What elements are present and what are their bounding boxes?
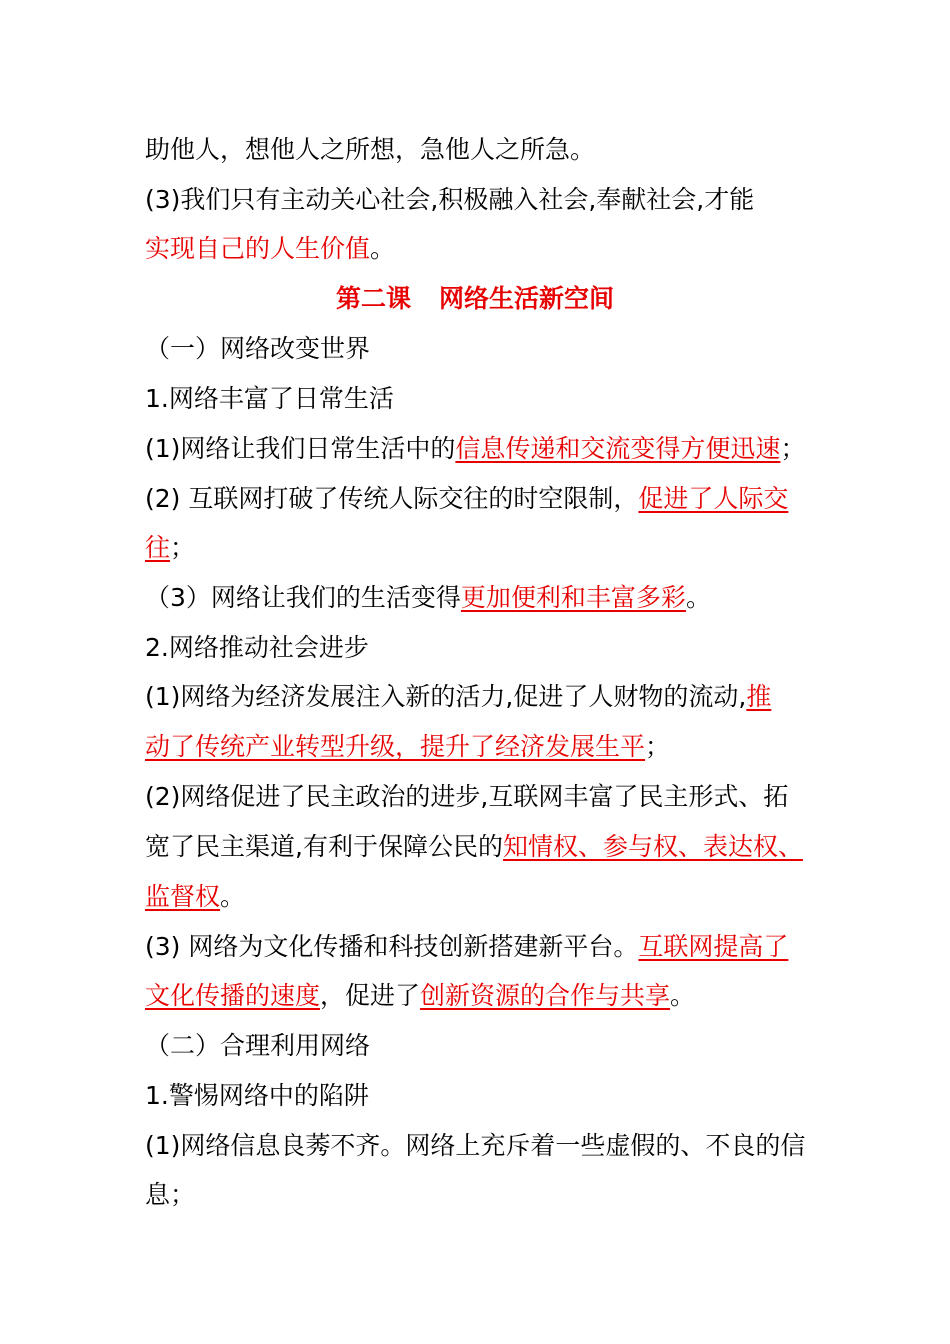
body-text: 。 [685,583,711,612]
body-text: 助他人，想他人之所想，急他人之所急。 [145,135,596,164]
paragraph-line [145,232,395,266]
body-text: （一）网络改变世界 [145,334,371,363]
paragraph-line [145,830,803,864]
lesson-number: 第二课 [335,284,411,313]
body-text: (3)我们只有主动关心社会,积极融入社会,奉献社会,才能 [145,185,755,214]
body-text: ； [645,732,671,761]
body-text: （3）网络让我们的生活变得 [145,583,461,612]
highlight-text: 动了传统产业转型升级，提升了经济发展生平 [145,732,646,761]
paragraph-line [145,581,711,615]
body-text: (2) 互联网打破了传统人际交往的时空限制， [145,484,639,513]
body-text: 。 [670,981,696,1010]
lesson-name: 网络生活新空间 [439,284,615,313]
body-text: ； [780,434,806,463]
paragraph-line [145,1178,195,1212]
paragraph-line [145,979,695,1013]
paragraph-line [145,183,754,217]
body-text: 。 [220,882,246,911]
subsection-heading [145,631,369,665]
subsection-heading [145,1079,369,1113]
body-text: 2.网络推动社会进步 [145,633,369,662]
subsection-heading [145,382,394,416]
body-text: (1)网络为经济发展注入新的活力,促进了人财物的流动, [145,682,747,711]
highlight-text: 实现自己的人生价值 [145,234,371,263]
body-text: （二）合理利用网络 [145,1031,371,1060]
highlight-text: 文化传播的速度 [145,981,321,1010]
body-text: ； [170,533,196,562]
body-text: ，促进了 [320,981,421,1010]
paragraph-line [145,1129,805,1163]
highlight-text: 创新资源的合作与共享 [420,981,671,1010]
body-text: 息； [145,1180,196,1209]
paragraph-line [145,880,245,914]
paragraph-line [145,432,805,466]
highlight-text: 促进了人际交 [638,484,789,513]
body-text: 。 [370,234,396,263]
highlight-text: 监督权 [145,882,221,911]
body-text: 宽了民主渠道,有利于保障公民的 [145,832,503,861]
paragraph-line [145,133,595,167]
highlight-text: 更加便利和丰富多彩 [460,583,686,612]
body-text: (3) 网络为文化传播和科技创新搭建新平台。 [145,932,639,961]
paragraph-line [145,780,788,814]
paragraph-line [145,482,788,516]
highlight-text: 知情权、参与权、表达权、 [502,832,803,861]
body-text: 1.网络丰富了日常生活 [145,384,394,413]
highlight-text: 信息传递和交流变得方便迅速 [455,434,781,463]
highlight-text: 往 [145,533,171,562]
section-heading [145,1029,370,1063]
body-text: (1)网络信息良莠不齐。网络上充斥着一些虚假的、不良的信 [145,1131,806,1160]
paragraph-line [145,930,788,964]
paragraph-line [145,531,195,565]
body-text: 1.警惕网络中的陷阱 [145,1081,369,1110]
highlight-text: 互联网提高了 [638,932,789,961]
paragraph-line [145,680,771,714]
section-heading [145,332,370,366]
body-text: (1)网络让我们日常生活中的 [145,434,456,463]
highlight-text: 推 [746,682,772,711]
paragraph-line [145,730,670,764]
body-text: (2)网络促进了民主政治的进步,互联网丰富了民主形式、拓 [145,782,789,811]
lesson-title [0,282,950,316]
